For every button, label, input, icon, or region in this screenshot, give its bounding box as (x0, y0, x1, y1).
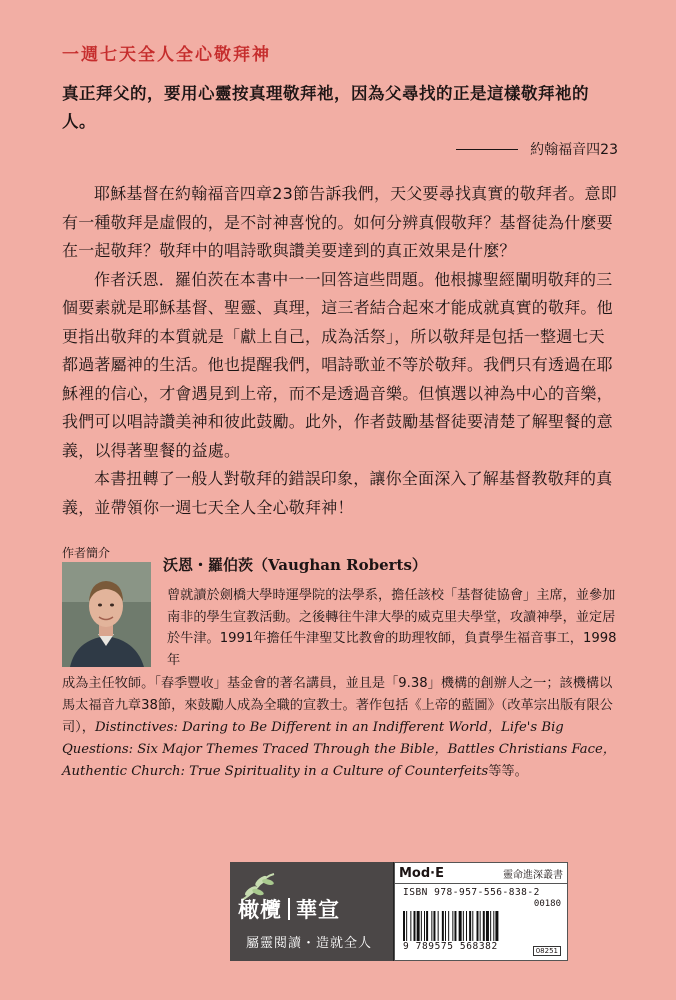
dash-line (456, 149, 518, 150)
barcode-stripe (454, 911, 456, 941)
scripture-quote: 真正拜父的，要用心靈按真理敬拜祂，因為父尋找的正是這樣敬拜祂的人。 (62, 84, 589, 131)
barcode-stripe (477, 911, 479, 941)
publisher-name (238, 894, 388, 924)
barcode-stripe (448, 911, 449, 941)
barcode-stripe (426, 911, 428, 941)
portrait-illustration (62, 562, 151, 667)
barcode-panel (394, 862, 568, 961)
author-photo (62, 562, 151, 667)
divider (395, 883, 567, 884)
barcode-stripe (483, 911, 485, 941)
quote-source (456, 139, 618, 159)
publisher-slogan: 屬靈閱讀・造就全人 (246, 936, 373, 951)
barcode-graphic (403, 911, 563, 941)
divider (288, 898, 290, 920)
barcode-stripe (490, 911, 491, 941)
publisher-name-right: 華宣 (296, 898, 340, 922)
series-brand: Mod∙E (399, 866, 444, 881)
barcode-stripe (493, 911, 494, 941)
barcode-stripe (469, 911, 471, 941)
paragraph: 耶穌基督在約翰福音四章23節告訴我們，天父要尋找真實的敬拜者。意即有一種敬拜是虛假的，是不討神喜悅的。如何分辨真假敬拜？基督徒為什麼要在一起敬拜？敬拜中的唱詩歌與讚美要達到的真正效果是什麼？ (62, 184, 617, 260)
publisher-name-left: 橄欖 (238, 898, 282, 922)
bio-book-titles: Distinctives: Daring to Be Different in an Indifferent World，Life's Big Questions: Six Major Themes Traced Through the Bible，Battles Christians Face，Authentic Church: True Spirituality in a Culture of Counterfeits (62, 720, 616, 780)
barcode-stripe (433, 911, 435, 941)
barcode-stripe (442, 911, 444, 941)
paragraph: 本書扭轉了一般人對敬拜的錯誤印象，讓你全面深入了解基督教敬拜的真義，並帶領你一週七天全人全心敬拜神！ (62, 469, 613, 517)
catalog-code: 08251 (533, 946, 561, 956)
quote-source-text: 約翰福音四23 (530, 142, 618, 158)
barcode-stripe (472, 911, 473, 941)
back-cover-heading: 一週七天全人全心敬拜神 (62, 45, 271, 65)
author-label: 作者簡介 (62, 546, 111, 560)
barcode-stripe (406, 911, 407, 941)
barcode-stripe (421, 911, 422, 941)
barcode-stripe (410, 911, 411, 941)
barcode-stripe (445, 911, 446, 941)
barcode-stripe (431, 911, 432, 941)
barcode-stripe (424, 911, 425, 941)
barcode-stripe (466, 911, 467, 941)
description (62, 180, 618, 522)
author-name: 沃恩・羅伯茨（Vaughan Roberts） (163, 556, 427, 574)
barcode-stripe (438, 911, 439, 941)
barcode-digits: 9 789575 568382 (403, 941, 498, 952)
author-bio-continued (62, 673, 622, 783)
author-bio: 曾就讀於劍橋大學時運學院的法學系，擔任該校「基督徒協會」主席，並參加南非的學生宣教活動。之後轉往牛津大學的威克里夫學堂，攻讀神學，並定居於牛津。1991年擔任牛津聖艾比教會的助理牧師，負責學生福音事工，1998年 (167, 588, 617, 669)
barcode-stripe (459, 911, 462, 941)
barcode-stripe (486, 911, 489, 941)
barcode-stripe (452, 911, 453, 941)
barcode-header (399, 866, 563, 881)
publisher-logo (230, 862, 394, 961)
barcode-stripe (463, 911, 464, 941)
paragraph: 作者沃恩．羅伯茨在本書中一一回答這些問題。他根據聖經闡明敬拜的三個要素就是耶穌基督、聖靈、真理，這三者結合起來才能成就真實的敬拜。他更指出敬拜的本質就是「獻上自己，成為活祭」，所以敬拜是包括一整週七天都過著屬神的生活。他也提醒我們，唱詩歌並不等於敬拜。我們只有透過在耶穌裡的信心，才會遇見到上帝，而不是透過音樂。但慎選以神為中心的音樂，我們可以唱詩讚美神和彼此鼓勵。此外，作者鼓勵基督徒要清楚了解聖餐的意義，以得著聖餐的益處。 (62, 269, 613, 460)
isbn-text: ISBN 978-957-556-838-2 (403, 887, 540, 898)
bio-text: 成為主任牧師。「春季豐收」基金會的著名講員，並且是「9.38」機構的創辦人之一；該機構以馬太福音九章38節，來鼓勵人成為全職的宣教士。著作包括《上帝的藍圖》（改革宗出版有限公司）， (62, 676, 613, 736)
barcode-stripe (480, 911, 481, 941)
bio-text-end: 等等。 (488, 764, 528, 780)
series-name: 靈命進深叢書 (503, 870, 563, 881)
barcode-stripe (495, 911, 498, 941)
barcode-stripe (414, 911, 416, 941)
barcode-stripe (417, 911, 420, 941)
barcode-stripe (403, 911, 405, 941)
price-code: 00180 (533, 899, 561, 909)
